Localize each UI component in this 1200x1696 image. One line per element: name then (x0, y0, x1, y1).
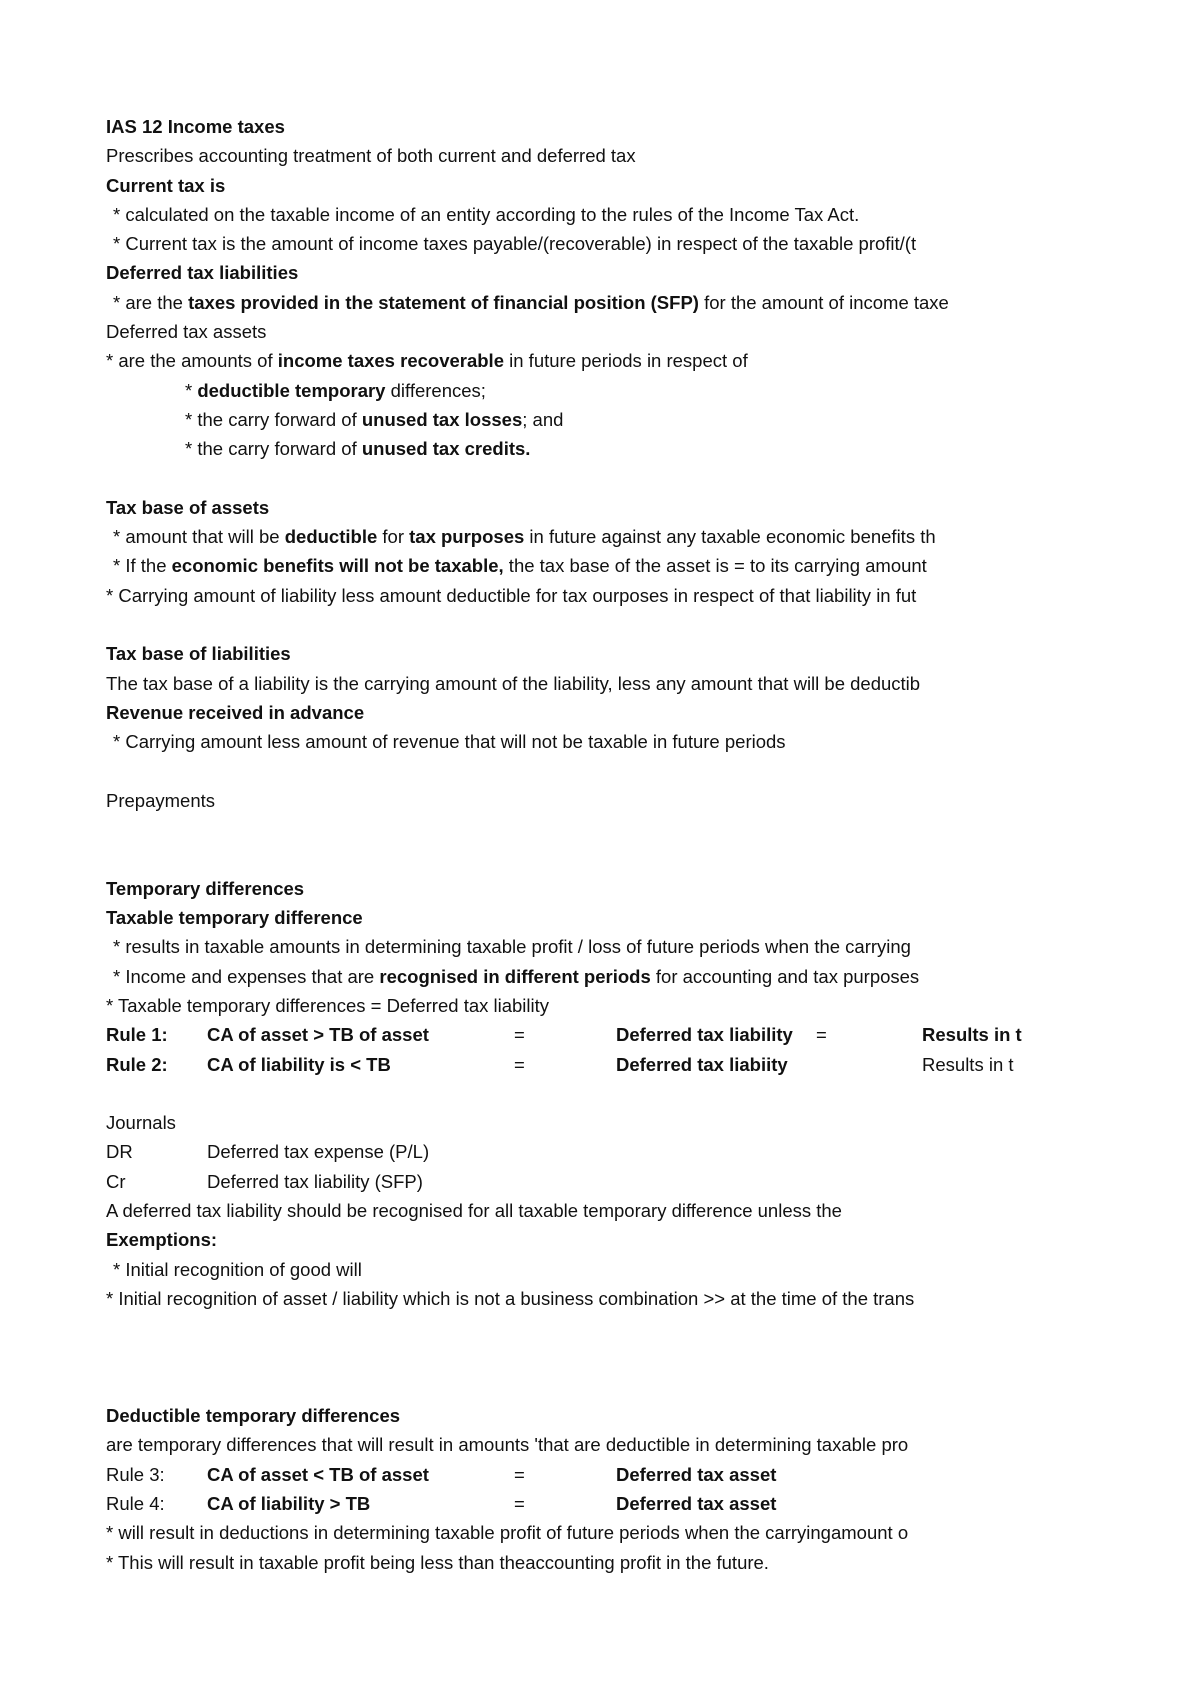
temp-b2-post: for accounting and tax purposes (650, 965, 920, 987)
rule-extra: Results in t (922, 1053, 1014, 1075)
spacer (106, 1372, 1024, 1401)
taxable-temp-diff-heading: Taxable temporary difference (106, 907, 363, 929)
dta-sub-2-post: ; and (522, 408, 564, 430)
rule-condition: CA of asset < TB of asset (207, 1463, 429, 1485)
spacer (106, 610, 1024, 639)
rule-row-1 (106, 1020, 1024, 1049)
dtl-bullet (106, 288, 1024, 317)
tb-assets-l1-a: * amount that will be (113, 526, 285, 548)
dta-sub-1-pre: * (185, 379, 198, 401)
tb-assets-bullet-1 (106, 522, 1024, 551)
dta-bullet-pre: * are the amounts of (106, 350, 278, 372)
revenue-advance-bullet: * Carrying amount less amount of revenue that will not be taxable in future periods (113, 731, 786, 753)
tb-assets-l2-a: * If the (113, 555, 172, 577)
rule-label: Rule 4: (106, 1492, 165, 1514)
dta-sub-3 (106, 434, 1024, 463)
dtl-bullet-post: for the amount of income taxe (698, 291, 949, 313)
rule-row-2 (106, 1050, 1024, 1079)
dtl-bullet-bold: taxes provided in the statement of financial position (SFP) (188, 291, 699, 313)
current-tax-bullet-2: * Current tax is the amount of income taxes payable/(recoverable) in respect of the taxable profit/(t (113, 233, 917, 255)
rule-result: Deferred tax liability (616, 1024, 793, 1046)
temp-b2-bold: recognised in different periods (379, 965, 651, 987)
tb-assets-bullet-3: * Carrying amount of liability less amount deductible for tax ourposes in respect of that liability in fut (106, 584, 917, 606)
tb-assets-l2-c: the tax base of the asset is = to its carrying amount (503, 555, 927, 577)
tb-assets-l1-d: tax purposes (409, 526, 525, 548)
tb-assets-l1-c: for (377, 526, 410, 548)
journal-account: Deferred tax liability (SFP) (207, 1170, 423, 1192)
spacer (106, 1079, 1024, 1108)
dta-sub-3-pre: * the carry forward of (185, 438, 362, 460)
tb-assets-l2-b: economic benefits will not be taxable, (171, 555, 504, 577)
current-tax-bullet-1: * calculated on the taxable income of an entity according to the rules of the Income Tax Act. (113, 203, 860, 225)
journal-account: Deferred tax expense (P/L) (207, 1141, 430, 1163)
dtl-bullet-pre: * are the (113, 291, 189, 313)
tb-liab-text: The tax base of a liability is the carrying amount of the liability, less any amount that will be deductib (106, 672, 921, 694)
rule-equals: = (514, 1024, 525, 1046)
journal-side: Cr (106, 1170, 126, 1192)
rule-extra: Results in t (922, 1024, 1022, 1046)
rule-result: Deferred tax asset (616, 1463, 777, 1485)
deductible-bullet-1: * will result in deductions in determining taxable profit of future periods when the carryingamount o (106, 1522, 909, 1544)
revenue-advance-heading: Revenue received in advance (106, 701, 365, 723)
dta-sub-1-bold: deductible temporary (197, 379, 386, 401)
dta-sub-2-pre: * the carry forward of (185, 408, 362, 430)
document-title: IAS 12 Income taxes (106, 116, 285, 137)
current-tax-heading: Current tax is (106, 174, 226, 196)
journals-heading: Journals (106, 1112, 176, 1134)
spacer (106, 815, 1024, 844)
spacer (106, 1313, 1024, 1342)
document-body (106, 112, 1024, 1577)
deductible-heading: Deductible temporary differences (106, 1405, 401, 1427)
dta-sub-1 (106, 376, 1024, 405)
dta-bullet-bold: income taxes recoverable (277, 350, 504, 372)
journals-note: A deferred tax liability should be recognised for all taxable temporary difference unless the (106, 1199, 842, 1221)
dtl-heading: Deferred tax liabilities (106, 262, 299, 284)
tb-assets-bullet-2 (106, 551, 1024, 580)
journal-row-cr (106, 1167, 1024, 1196)
dta-bullet (106, 346, 1024, 375)
exemptions-heading: Exemptions: (106, 1229, 218, 1251)
rule-label: Rule 3: (106, 1463, 165, 1485)
temp-bullet-2 (106, 962, 1024, 991)
spacer (106, 1342, 1024, 1371)
dta-sub-2 (106, 405, 1024, 434)
tb-assets-l1-e: in future against any taxable economic benefits th (524, 526, 936, 548)
rule-equals-2: = (816, 1024, 827, 1046)
exemption-bullet-2: * Initial recognition of asset / liability which is not a business combination >> at the time of the trans (106, 1287, 915, 1309)
dta-heading: Deferred tax assets (106, 321, 267, 343)
rule-condition: CA of liability > TB (207, 1492, 371, 1514)
spacer (106, 464, 1024, 493)
tb-liab-heading: Tax base of liabilities (106, 643, 291, 665)
intro-text: Prescribes accounting treatment of both current and deferred tax (106, 145, 636, 167)
rule-label: Rule 2: (106, 1053, 168, 1075)
rule-row-4 (106, 1489, 1024, 1518)
temp-b2-pre: * Income and expenses that are (113, 965, 380, 987)
dta-bullet-post: in future periods in respect of (504, 350, 748, 372)
rule-result: Deferred tax liabiity (616, 1053, 788, 1075)
rule-condition: CA of asset > TB of asset (207, 1024, 429, 1046)
dta-sub-1-post: differences; (385, 379, 486, 401)
temp-bullet-1: * results in taxable amounts in determining taxable profit / loss of future periods when the carrying (113, 936, 911, 958)
rule-row-3 (106, 1460, 1024, 1489)
rule-equals: = (514, 1053, 525, 1075)
deductible-bullet-2: * This will result in taxable profit being less than theaccounting profit in the future. (106, 1551, 769, 1573)
deductible-text: are temporary differences that will result in amounts 'that are deductible in determining taxable pro (106, 1434, 909, 1456)
spacer (106, 757, 1024, 786)
dta-sub-2-bold: unused tax losses (361, 408, 523, 430)
rule-equals: = (514, 1463, 525, 1485)
journal-side: DR (106, 1141, 133, 1163)
rule-equals: = (514, 1492, 525, 1514)
rule-condition: CA of liability is < TB (207, 1053, 391, 1075)
prepayments-label: Prepayments (106, 789, 215, 811)
rule-result: Deferred tax asset (616, 1492, 777, 1514)
exemption-bullet-1: * Initial recognition of good will (113, 1258, 362, 1280)
dta-sub-3-bold: unused tax credits. (361, 438, 531, 460)
tb-assets-heading: Tax base of assets (106, 496, 270, 518)
temp-diff-heading: Temporary differences (106, 877, 305, 899)
tb-assets-l1-b: deductible (284, 526, 378, 548)
spacer (106, 844, 1024, 873)
rule-label: Rule 1: (106, 1024, 168, 1046)
temp-bullet-3: * Taxable temporary differences = Deferred tax liability (106, 994, 550, 1016)
journal-row-dr (106, 1137, 1024, 1166)
